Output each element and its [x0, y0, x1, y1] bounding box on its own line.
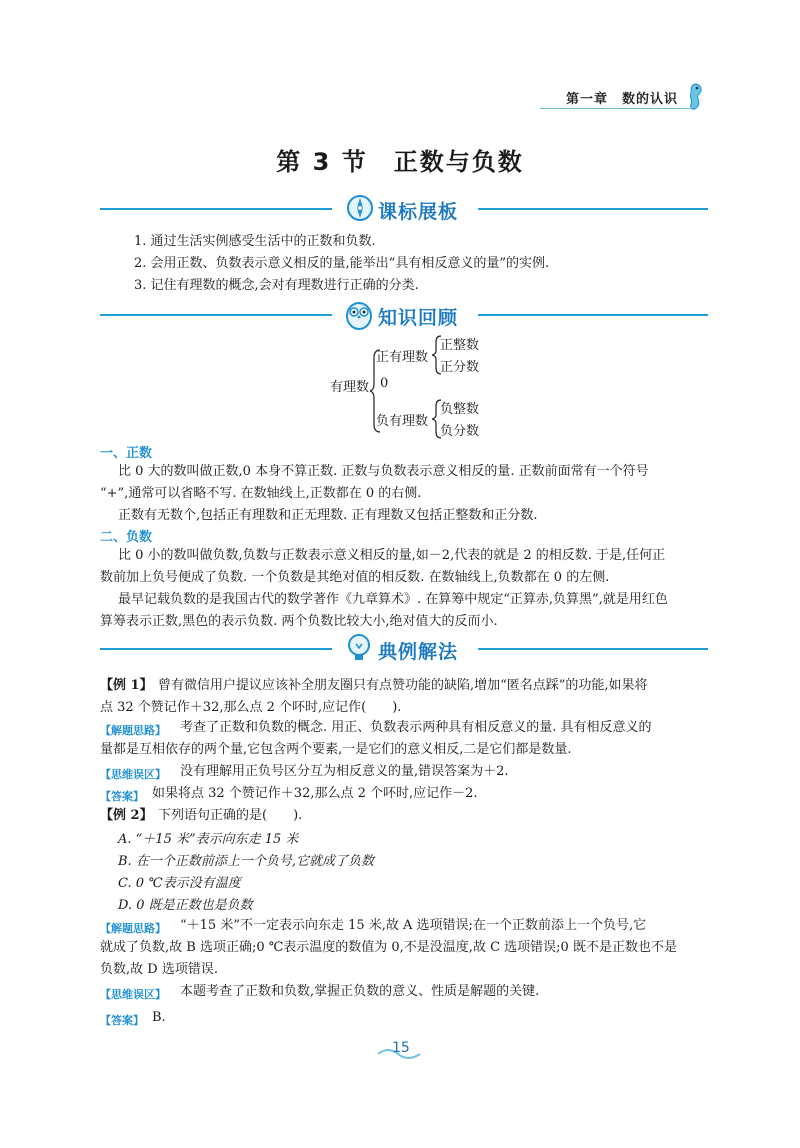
page-title: 第 3 节 正数与负数	[276, 148, 524, 176]
tag-common-mistake: 【思维误区】	[100, 988, 166, 1001]
tree-negative-fraction: 负分数	[440, 424, 480, 439]
section-divider-right	[478, 208, 708, 210]
option-a: A. “＋15 米”表示向东走 15 米	[118, 832, 299, 847]
subheading-positive: 一、正数	[100, 446, 153, 461]
tag-answer: 【答案】	[100, 790, 144, 803]
option-d: D. 0 既是正数也是负数	[118, 898, 253, 913]
goal-item: 3. 记住有理数的概念,会对有理数进行正确的分类.	[134, 278, 419, 293]
mistake-text: 没有理解用正负号区分互为相反意义的量,错误答案为＋2.	[180, 764, 509, 779]
tree-zero: 0	[380, 376, 389, 391]
goal-item: 1. 通过生活实例感受生活中的正数和负数.	[134, 234, 376, 249]
paragraph-line: 最早记载负数的是我国古代的数学著作《九章算术》. 在算筹中规定“正算赤,负算黑”,就是用红色	[118, 592, 668, 607]
solution-text: 就成了负数,故 B 选项正确;0 ℃表示温度的数值为 0,不是没温度,故 C 选项错误;0 既不是正数也不是	[100, 940, 677, 955]
paragraph-line: 算筹表示正数,黑色的表示负数. 两个负数比较大小,绝对值大的反而小.	[100, 614, 498, 629]
tree-positive-rational: 正有理数	[376, 350, 429, 365]
header-underline	[540, 108, 690, 109]
compass-icon	[346, 194, 374, 222]
solution-text: “＋15 米”不一定表示向东走 15 米,故 A 选项错误;在一个正数前添上一个负号,它	[180, 918, 647, 933]
solution-text: 量都是互相依存的两个量,它包含两个要素,一是它们的意义相反,二是它们都是数量.	[100, 742, 572, 757]
solution-text: 负数,故 D 选项错误.	[100, 962, 218, 977]
section-title-kebiao: 课标展板	[378, 201, 459, 223]
tag-answer: 【答案】	[100, 1014, 144, 1027]
section-title-dianli: 典例解法	[378, 641, 459, 663]
tag-common-mistake: 【思维误区】	[100, 768, 166, 781]
paragraph-line: “+”,通常可以省略不写. 在数轴线上,正数都在 0 的右侧.	[100, 486, 422, 501]
subheading-negative: 二、负数	[100, 530, 153, 545]
option-c: C. 0 ℃表示没有温度	[118, 876, 241, 891]
section-divider-right	[478, 648, 708, 650]
tag-solution-idea: 【解题思路】	[100, 922, 166, 935]
solution-text: 考查了正数和负数的概念. 用正、负数表示两种具有相反意义的量. 具有相反意义的	[180, 720, 652, 735]
tree-negative-rational: 负有理数	[376, 414, 429, 429]
paragraph-line: 正数有无数个,包括正有理数和正无理数. 正有理数又包括正整数和正分数.	[118, 508, 538, 523]
tree-positive-fraction: 正分数	[440, 360, 480, 375]
example-label: 【例 1】	[100, 678, 153, 693]
chapter-header: 第一章 数的认识	[566, 92, 679, 107]
answer-text: B.	[152, 1010, 166, 1025]
example-question: 下列语句正确的是( ).	[158, 808, 303, 823]
page-number: 15	[392, 1040, 410, 1056]
option-b: B. 在一个正数前添上一个负号,它就成了负数	[118, 854, 374, 869]
tree-root: 有理数	[330, 380, 370, 395]
seahorse-icon	[683, 82, 707, 116]
answer-text: 如果将点 32 个赞记作＋32,那么点 2 个吥时,应记作－2.	[152, 786, 478, 801]
section-title-zhishi: 知识回顾	[378, 307, 459, 329]
paragraph-line: 比 0 小的数叫做负数,负数与正数表示意义相反的量,如－2,代表的就是 2 的相反数. 于是,任何正	[118, 548, 666, 563]
section-divider-right	[478, 314, 708, 316]
example-question: 曾有微信用户提议应该补全朋友圈只有点赞功能的缺陷,增加“匿名点踩”的功能,如果将	[158, 678, 648, 693]
example-label: 【例 2】	[100, 808, 153, 823]
tag-solution-idea: 【解题思路】	[100, 724, 166, 737]
example-question: 点 32 个赞记作＋32,那么点 2 个吥时,应记作( ).	[100, 700, 402, 715]
owl-icon	[344, 298, 374, 330]
section-divider-left	[100, 208, 332, 210]
tree-positive-integer: 正整数	[440, 338, 480, 353]
goal-item: 2. 会用正数、负数表示意义相反的量,能举出“具有相反意义的量”的实例.	[134, 256, 550, 271]
tree-negative-integer: 负整数	[440, 402, 480, 417]
paragraph-line: 比 0 大的数叫做正数,0 本身不算正数. 正数与负数表示意义相反的量. 正数前面常有一个符号	[118, 464, 649, 479]
section-divider-left	[100, 314, 332, 316]
section-divider-left	[100, 648, 332, 650]
lightbulb-icon	[344, 632, 374, 664]
mistake-text: 本题考查了正数和负数,掌握正负数的意义、性质是解题的关键.	[180, 984, 540, 999]
paragraph-line: 数前加上负号便成了负数. 一个负数是其绝对值的相反数. 在数轴线上,负数都在 0 的左侧.	[100, 570, 610, 585]
